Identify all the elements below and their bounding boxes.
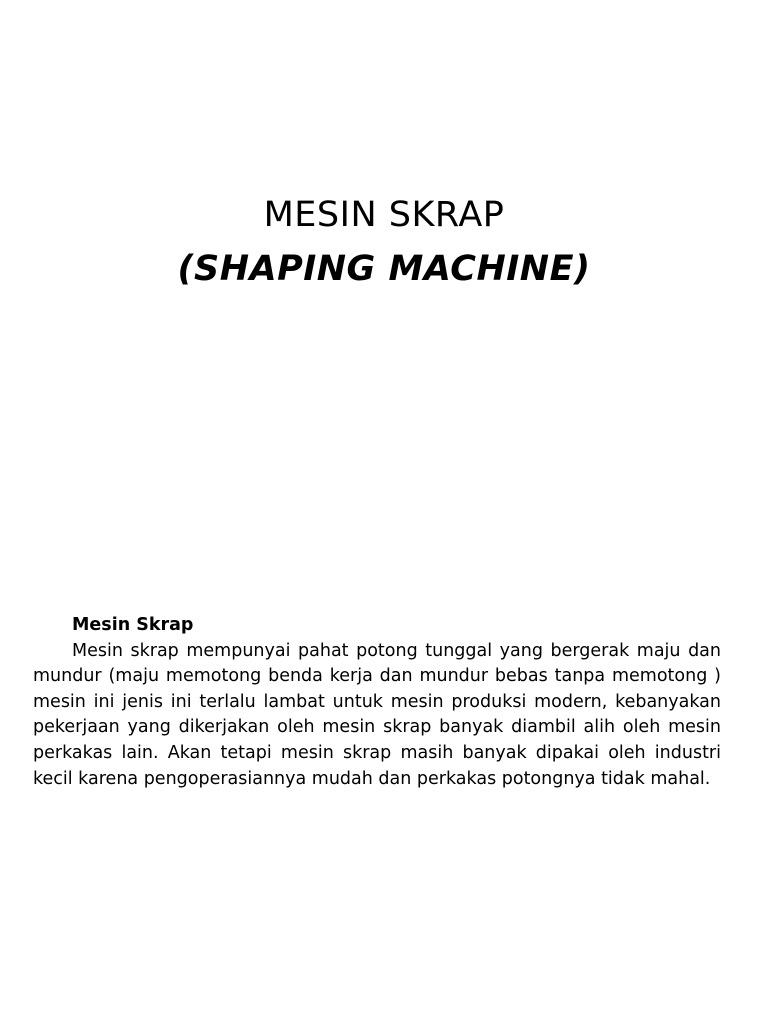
section	[33, 613, 721, 792]
page-subtitle: (SHAPING MACHINE)	[177, 249, 591, 289]
section-paragraph: Mesin skrap mempunyai pahat potong tunggal yang bergerak maju dan mundur (maju memotong benda kerja dan mundur bebas tanpa memotong ) mesin ini jenis ini terlalu lambat untuk mesin produksi modern, kebanyakan pekerjaan yang dikerjakan oleh mesin skrap banyak diambil alih oleh mesin perkakas lain. Akan tetapi mesin skrap masih banyak dipakai oleh industri kecil karena pengoperasiannya mudah dan perkakas potongnya tidak mahal.	[33, 640, 721, 789]
section-heading: Mesin Skrap	[72, 615, 194, 635]
title-block	[0, 188, 768, 296]
page-title: MESIN SKRAP	[263, 195, 505, 235]
